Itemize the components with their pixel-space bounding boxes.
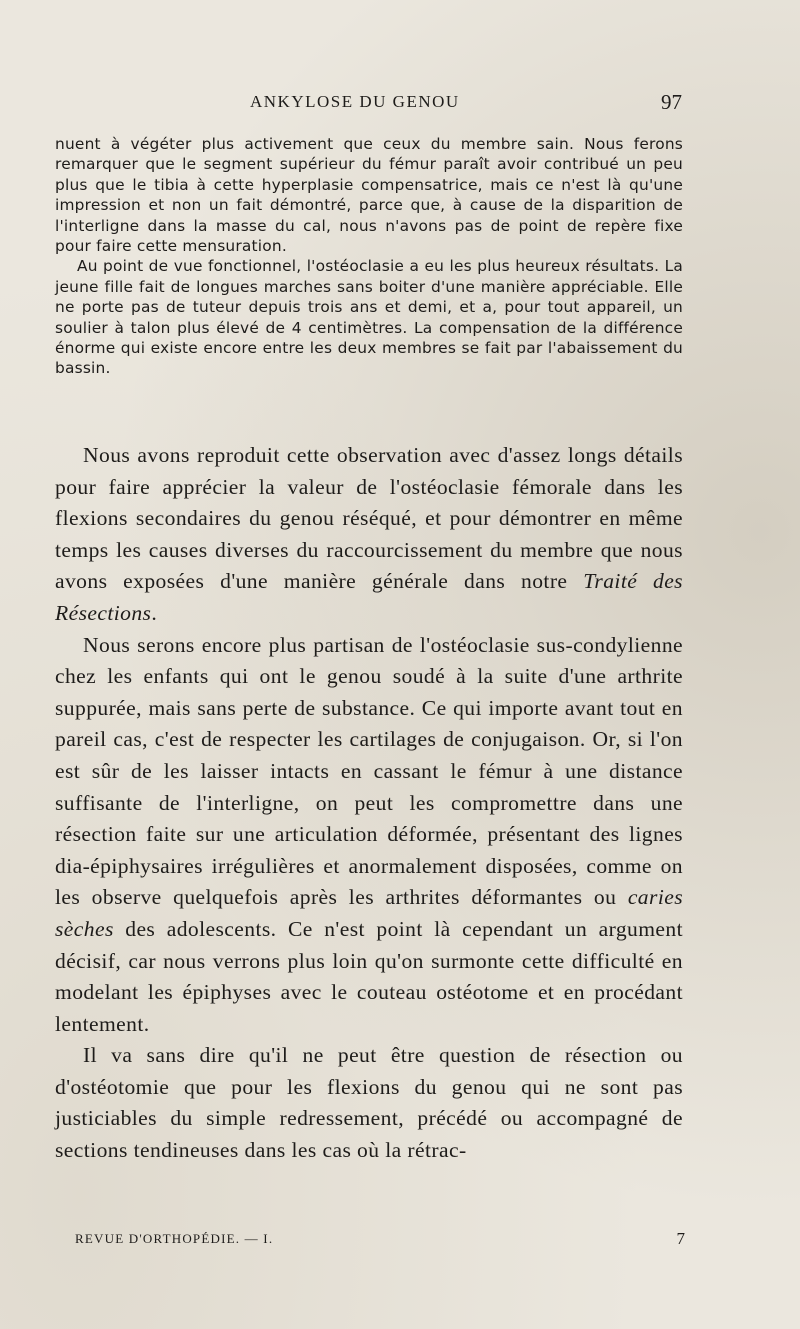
signature-mark: 7 <box>676 1229 685 1248</box>
paragraph-text: des adolescents. Ce n'est point là cependant un argument décisif, car nous verrons plus loin qu'on surmonte cette difficulté en modelant les épiphyses avec le couteau ostéotome et en procédant lentement. <box>55 916 683 1036</box>
book-title-italic: Traité des Résections <box>55 569 683 625</box>
page-footer <box>75 1231 685 1255</box>
running-title: ANKYLOSE DU GENOU <box>250 92 460 111</box>
page-number: 97 <box>661 90 682 114</box>
italic-term: caries sèches <box>55 885 683 941</box>
paragraph-text: . <box>151 600 158 625</box>
small-paragraph-2: Au point de vue fonctionnel, l'ostéoclasie a eu les plus heureux résultats. La jeune fille fait de longues marches sans boiter d'une manière appréciable. Elle ne porte pas de tuteur depuis trois ans et demi, et a, pour tout appareil, un soulier à talon plus élevé de 4 centimètres. La compensation de la différence énorme qui existe encore entre les deux membres se fait par l'abaissement du bassin. <box>55 257 683 378</box>
main-text-section <box>55 440 683 1167</box>
paragraph-text: Nous serons encore plus partisan de l'ostéoclasie sus-condylienne chez les enfants qui ont le genou soudé à la suite d'une arthrite suppurée, mais sans perte de substance. Ce qui importe avant tout en pareil cas, c'est de respecter les cartilages de conjugaison. Or, si l'on est sûr de les laisser intacts en cassant le fémur à une distance suffisante de l'interligne, on peut les compromettre dans une résection faite sur une articulation déformée, présentant des lignes dia-épiphysaires irrégulières et anormalement disposées, comme on les observe quelquefois après les arthrites déformantes ou <box>55 632 683 910</box>
page-header <box>250 90 682 120</box>
small-print-section <box>55 134 683 379</box>
main-paragraph-3: Il va sans dire qu'il ne peut être question de résection ou d'ostéotomie que pour les flexions du genou qui ne sont pas justiciables du simple redressement, précédé ou accompagné de sections tendineuses dans les cas où la rétrac- <box>55 1043 683 1163</box>
small-paragraph-1: nuent à végéter plus activement que ceux du membre sain. Nous ferons remarquer que le segment supérieur du fémur paraît avoir contribué un peu plus que le tibia à cette hyperplasie compensatrice, mais ce n'est là qu'une impression et non un fait démontré, parce que, à cause de la disparition de l'interligne dans la masse du cal, nous n'avons pas de point de repère fixe pour faire cette mensuration. <box>55 135 683 256</box>
paragraph-text: Nous avons reproduit cette observation avec d'assez longs détails pour faire apprécier la valeur de l'ostéoclasie fémorale dans les flexions secondaires du genou réséqué, et pour démontrer en même temps les causes diverses du raccourcissement du membre que nous avons exposées d'une manière générale dans notre <box>55 443 683 594</box>
main-paragraph-1 <box>55 440 683 630</box>
journal-footer: REVUE D'ORTHOPÉDIE. — I. <box>75 1231 274 1246</box>
main-paragraph-2 <box>55 630 683 1041</box>
